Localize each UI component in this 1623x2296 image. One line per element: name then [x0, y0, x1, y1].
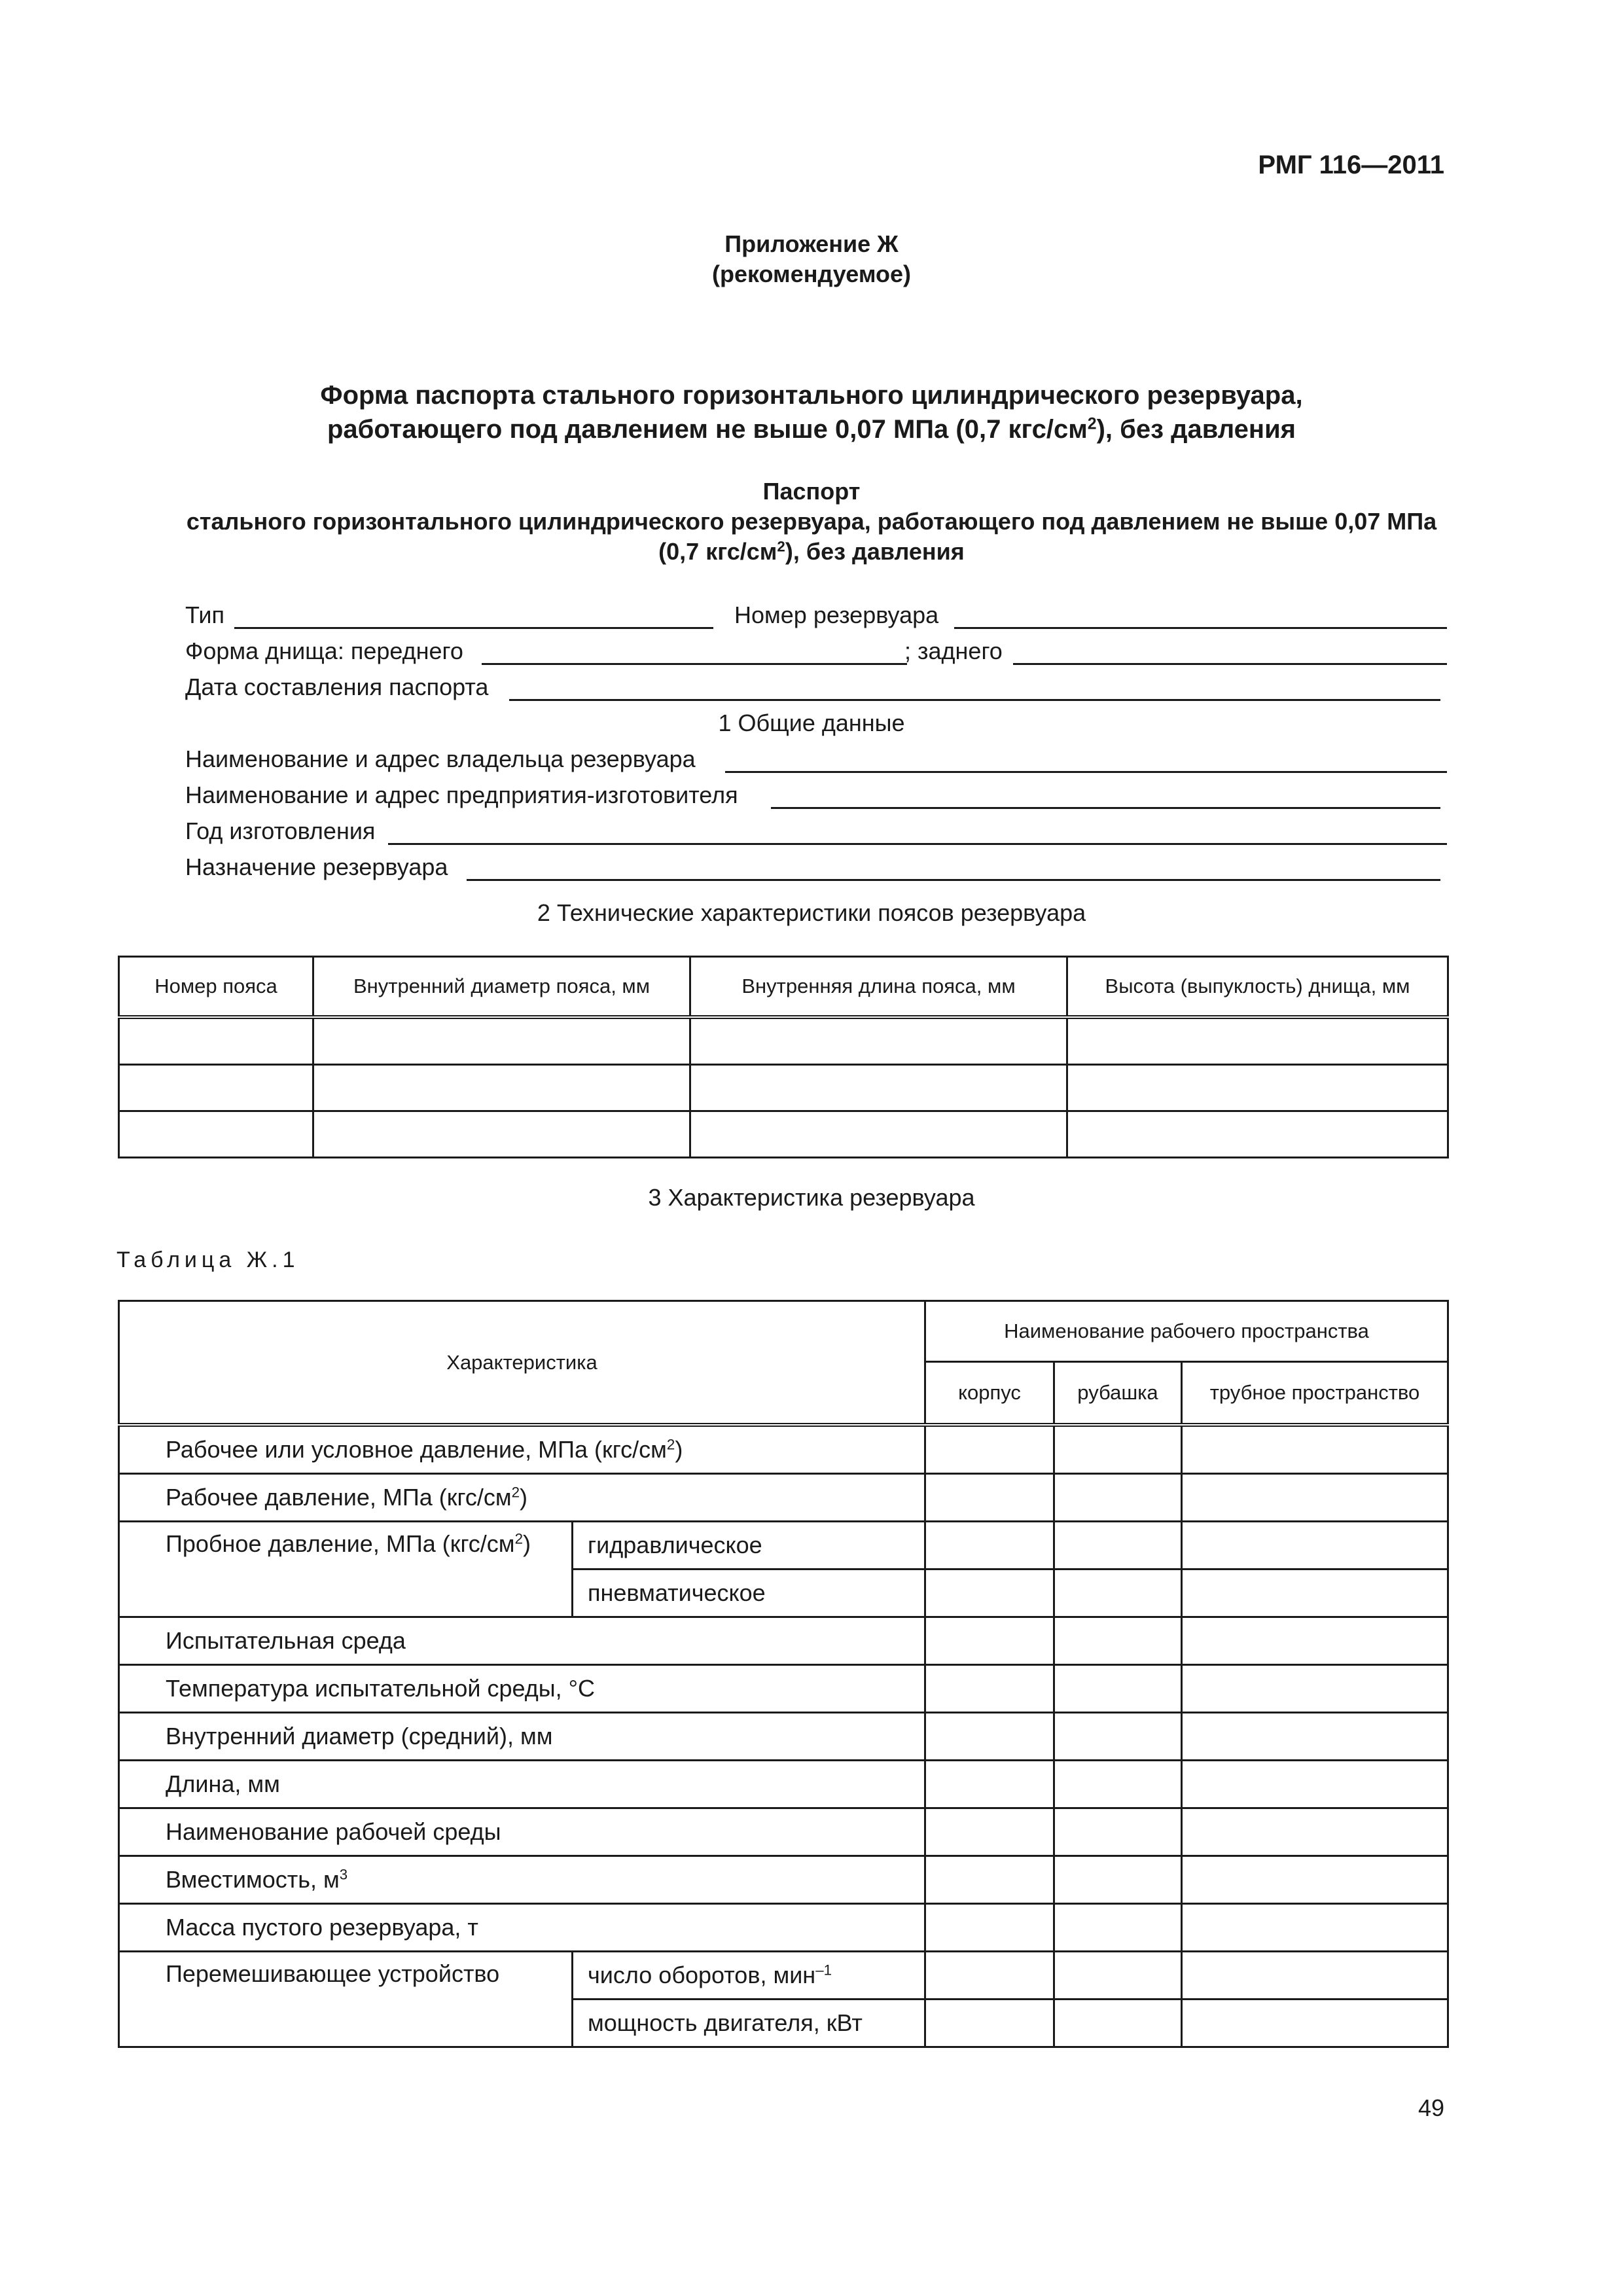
table-cell[interactable]: [1054, 1570, 1182, 1617]
table-cell[interactable]: [1067, 1065, 1448, 1111]
col-header-jacket: рубашка: [1054, 1362, 1182, 1426]
passport-line2-end: ), без давления: [785, 538, 965, 565]
table-row: [119, 1952, 1448, 2000]
type-field[interactable]: [234, 627, 713, 629]
annex-subtitle: (рекомендуемое): [712, 260, 911, 287]
annex-heading: [0, 229, 1623, 289]
table-cell[interactable]: [925, 1952, 1054, 2000]
col-header-body: корпус: [925, 1362, 1054, 1426]
belt-characteristics-table: [118, 956, 1449, 1158]
col-header: Высота (выпуклость) днища, мм: [1067, 957, 1448, 1018]
tank-number-label: Номер резервуара: [734, 601, 939, 628]
table-cell[interactable]: [1182, 1617, 1448, 1665]
table-cell[interactable]: [313, 1017, 690, 1065]
row-label: [119, 1522, 573, 1617]
superscript: 3: [339, 1866, 348, 1883]
year-field[interactable]: [388, 843, 1447, 845]
table-cell[interactable]: [925, 1425, 1054, 1474]
row-label-text: Пробное давление, МПа (кгс/см: [166, 1530, 515, 1557]
table-cell[interactable]: [925, 1808, 1054, 1856]
table-cell[interactable]: [1054, 1952, 1182, 2000]
passport-heading: Паспорт: [762, 478, 861, 505]
table-row: [119, 1017, 1448, 1065]
table-row: [119, 1904, 1448, 1952]
table-cell[interactable]: [925, 1665, 1054, 1713]
row-label-end: ): [675, 1436, 683, 1463]
table-cell[interactable]: [1182, 1761, 1448, 1808]
table-cell[interactable]: [925, 1761, 1054, 1808]
row-label: Наименование рабочей среды: [119, 1808, 925, 1856]
form-title-line2: [0, 412, 1623, 446]
table-row: [119, 1425, 1448, 1474]
row-label: [119, 1856, 925, 1904]
table-cell[interactable]: [1067, 1111, 1448, 1158]
table-cell[interactable]: [1054, 2000, 1182, 2047]
table-header-row: [119, 957, 1448, 1018]
tank-number-field[interactable]: [954, 627, 1447, 629]
row-sublabel-text: число оборотов, мин: [588, 1962, 816, 1988]
characteristic-header: Характеристика: [119, 1301, 925, 1426]
table-cell[interactable]: [1182, 1570, 1448, 1617]
row-label: Температура испытательной среды, °С: [119, 1665, 925, 1713]
table-row: [119, 1474, 1448, 1522]
table-cell[interactable]: [925, 1856, 1054, 1904]
bottom-rear-field[interactable]: [1013, 663, 1447, 665]
form-title-line1: Форма паспорта стального горизонтального цилиндрического резервуара,: [320, 381, 1303, 410]
passport-line2: [0, 537, 1623, 567]
table-cell[interactable]: [925, 1474, 1054, 1522]
table-cell[interactable]: [1054, 1617, 1182, 1665]
table-cell[interactable]: [1054, 1713, 1182, 1761]
table-cell[interactable]: [1054, 1808, 1182, 1856]
table-row: [119, 1713, 1448, 1761]
col-header-tube-space: трубное пространство: [1182, 1362, 1448, 1426]
type-label: Тип: [185, 601, 225, 628]
tank-characteristics-table: [118, 1300, 1449, 2048]
table-cell[interactable]: [925, 2000, 1054, 2047]
table-row: [119, 1665, 1448, 1713]
purpose-label: Назначение резервуара: [185, 853, 448, 880]
table-cell[interactable]: [1182, 1425, 1448, 1474]
bottom-front-label: Форма днища: переднего: [185, 637, 463, 664]
table-cell[interactable]: [925, 1522, 1054, 1570]
row-label-end: ): [522, 1530, 531, 1557]
table-row: [119, 1808, 1448, 1856]
table-cell[interactable]: [925, 1617, 1054, 1665]
table-cell[interactable]: [1182, 1665, 1448, 1713]
table-cell[interactable]: [1182, 1522, 1448, 1570]
table-cell[interactable]: [119, 1017, 313, 1065]
table-cell[interactable]: [119, 1065, 313, 1111]
table-label: Таблица Ж.1: [116, 1247, 300, 1272]
row-sublabel: мощность двигателя, кВт: [573, 2000, 925, 2047]
table-row: [119, 1761, 1448, 1808]
purpose-field[interactable]: [467, 879, 1440, 881]
table-row: [119, 1065, 1448, 1111]
table-cell[interactable]: [1182, 1952, 1448, 2000]
table-cell[interactable]: [1182, 2000, 1448, 2047]
table-cell[interactable]: [1054, 1904, 1182, 1952]
table-cell[interactable]: [1182, 1713, 1448, 1761]
workspace-header: Наименование рабочего пространства: [925, 1301, 1448, 1362]
table-cell[interactable]: [313, 1111, 690, 1158]
document-code: РМГ 116—2011: [1258, 151, 1444, 179]
table-row: [119, 1522, 1448, 1570]
passport-title: [0, 476, 1623, 567]
table-cell[interactable]: [925, 1570, 1054, 1617]
table-cell[interactable]: [690, 1017, 1067, 1065]
manufacturer-field[interactable]: [771, 807, 1440, 809]
table-cell[interactable]: [1182, 1808, 1448, 1856]
table-cell[interactable]: [119, 1111, 313, 1158]
date-label: Дата составления паспорта: [185, 673, 489, 700]
table-cell[interactable]: [1054, 1665, 1182, 1713]
row-label: Внутренний диаметр (средний), мм: [119, 1713, 925, 1761]
year-label: Год изготовления: [185, 817, 376, 844]
row-label: Испытательная среда: [119, 1617, 925, 1665]
section3-title: 3 Характеристика резервуара: [648, 1184, 975, 1211]
table-cell[interactable]: [690, 1111, 1067, 1158]
row-label-text: Вместимость, м: [166, 1866, 340, 1893]
table-cell[interactable]: [1182, 1474, 1448, 1522]
table-row: [119, 1856, 1448, 1904]
manufacturer-label: Наименование и адрес предприятия-изготовителя: [185, 781, 738, 808]
row-label-text: Рабочее или условное давление, МПа (кгс/см: [166, 1436, 667, 1463]
row-sublabel: гидравлическое: [573, 1522, 925, 1570]
table-cell[interactable]: [925, 1713, 1054, 1761]
table-cell[interactable]: [1054, 1474, 1182, 1522]
table-cell[interactable]: [690, 1065, 1067, 1111]
date-field[interactable]: [509, 699, 1440, 701]
row-label-text: Рабочее давление, МПа (кгс/см: [166, 1484, 512, 1511]
superscript: 2: [514, 1530, 523, 1547]
col-header: Номер пояса: [119, 957, 313, 1018]
superscript: 2: [777, 538, 785, 555]
annex-title: Приложение Ж: [724, 230, 899, 257]
row-label: [119, 1474, 925, 1522]
table-cell[interactable]: [925, 1904, 1054, 1952]
table-cell[interactable]: [1054, 1522, 1182, 1570]
table-cell[interactable]: [1054, 1761, 1182, 1808]
table-cell[interactable]: [1054, 1425, 1182, 1474]
passport-line1: стального горизонтального цилиндрического резервуара, работающего под давлением не выше 0,07 МПа: [186, 508, 1437, 535]
table-cell[interactable]: [313, 1065, 690, 1111]
page-number: 49: [1418, 2094, 1444, 2121]
row-label: [119, 1425, 925, 1474]
superscript: –1: [815, 1962, 832, 1979]
superscript: 2: [1087, 415, 1097, 433]
col-header: Внутренняя длина пояса, мм: [690, 957, 1067, 1018]
bottom-rear-label: ; заднего: [904, 637, 1003, 664]
table-cell[interactable]: [1067, 1017, 1448, 1065]
owner-field[interactable]: [725, 771, 1447, 773]
passport-line2-text: (0,7 кгс/см: [658, 538, 777, 565]
table-cell[interactable]: [1182, 1856, 1448, 1904]
col-header: Внутренний диаметр пояса, мм: [313, 957, 690, 1018]
table-cell[interactable]: [1054, 1856, 1182, 1904]
form-title-line2-text: работающего под давлением не выше 0,07 МПа (0,7 кгс/см: [327, 415, 1088, 444]
form-title: [0, 378, 1623, 446]
table-row: [119, 1111, 1448, 1158]
table-header-row: [119, 1301, 1448, 1362]
table-row: [119, 1617, 1448, 1665]
section2-title: 2 Технические характеристики поясов резервуара: [537, 899, 1086, 926]
row-label-end: ): [520, 1484, 527, 1511]
row-sublabel: пневматическое: [573, 1570, 925, 1617]
row-sublabel: [573, 1952, 925, 2000]
bottom-front-field[interactable]: [482, 663, 907, 665]
superscript: 2: [511, 1484, 520, 1501]
row-label: Масса пустого резервуара, т: [119, 1904, 925, 1952]
section1-title: 1 Общие данные: [718, 709, 905, 736]
row-label: Длина, мм: [119, 1761, 925, 1808]
form-title-line2-end: ), без давления: [1096, 415, 1296, 444]
owner-label: Наименование и адрес владельца резервуара: [185, 745, 696, 772]
table-cell[interactable]: [1182, 1904, 1448, 1952]
row-label: Перемешивающее устройство: [119, 1952, 573, 2047]
superscript: 2: [666, 1436, 675, 1453]
